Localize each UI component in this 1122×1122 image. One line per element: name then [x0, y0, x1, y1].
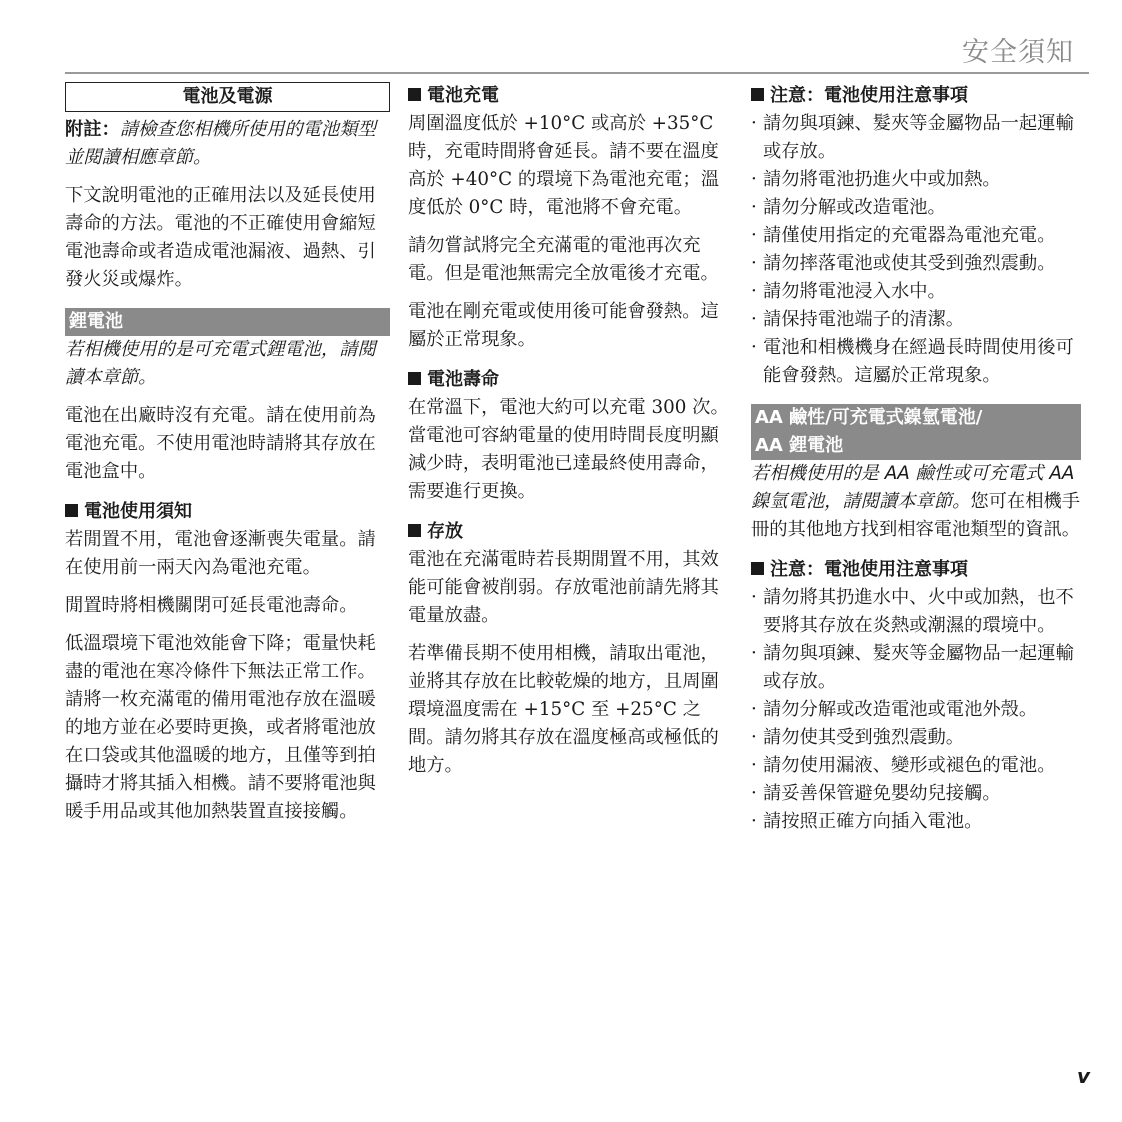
list-item: · 請按照正確方向插入電池。: [751, 811, 983, 832]
list-item: · 請勿分解或改造電池。: [751, 197, 946, 218]
list-item: · 請妥善保管避免嬰幼兒接觸。: [751, 783, 1001, 804]
list-item: · 請勿與項鍊、髮夾等金屬物品一起運輸或存放。: [751, 113, 1074, 162]
square-bullet-icon: [408, 372, 421, 385]
page-number: v: [1076, 1064, 1090, 1088]
list-item: · 請勿使其受到強烈震動。: [751, 727, 965, 748]
header-divider: [65, 72, 1089, 74]
caution-list-2: [751, 584, 1081, 836]
storage-paragraph-2: 若準備長期不使用相機，請取出電池，並將其存放在比較乾燥的地方，且周圍環境溫度需在 +15°C 至 +25°C 之間。請勿將其存放在溫度極高或極低的地方。: [408, 643, 719, 776]
section-title-battery-power: 電池及電源: [65, 82, 390, 112]
note-paragraph: [65, 116, 390, 172]
charging-heading-text: 電池充電: [427, 85, 499, 106]
list-item: · 請勿將電池扔進火中或加熱。: [751, 169, 1001, 190]
usage-heading: [65, 498, 390, 526]
aa-text: 您可在相機手冊的其他地方找到相容電池類型的資訊。: [751, 491, 1081, 540]
note-text: 請檢查您相機所使用的電池類型並閱讀相應章節。: [65, 119, 376, 168]
column-1: [65, 82, 390, 836]
list-item: · 請勿將電池浸入水中。: [751, 281, 946, 302]
usage-paragraph-3: 低溫環境下電池效能會下降；電量快耗盡的電池在寒冷條件下無法正常工作。請將一枚充滿電的備用電池存放在溫暖的地方並在必要時更換，或者將電池放在口袋或其他溫暖的地方，且僅等到拍攝時才將其插入相機。請不要將電池與暖手用品或其他加熱裝置直接接觸。: [65, 633, 376, 822]
list-item: · 請勿使用漏液、變形或褪色的電池。: [751, 755, 1056, 776]
charging-heading: [408, 82, 730, 110]
column-2: [408, 82, 730, 790]
list-item: · 請勿摔落電池或使其受到強烈震動。: [751, 253, 1056, 274]
aa-battery-bar: [751, 404, 1081, 460]
charging-paragraph-1: 周圍溫度低於 +10°C 或高於 +35°C 時，充電時間將會延長。請不要在溫度高於 +40°C 的環境下為電池充電；溫度低於 0°C 時，電池將不會充電。: [408, 113, 719, 218]
note-label: 附註：: [65, 119, 120, 140]
charging-paragraph-2: 請勿嘗試將完全充滿電的電池再次充電。但是電池無需完全放電後才充電。: [408, 235, 719, 284]
page-header-title: 安全須知: [962, 37, 1074, 68]
caution-heading-1: [751, 82, 1081, 110]
caution-heading-2-text: 注意：電池使用注意事項: [770, 559, 968, 580]
square-bullet-icon: [65, 504, 78, 517]
battery-life-heading-text: 電池壽命: [427, 369, 499, 390]
aa-bar-line-1: AA 鹼性/可充電式鎳氫電池/: [755, 407, 983, 428]
caution-heading-2: [751, 556, 1081, 584]
aa-bar-line-2: AA 鋰電池: [755, 435, 844, 456]
aa-note: 若相機使用的是 AA 鹼性或可充電式 AA 鎳氫電池，請閱讀本章節。: [751, 463, 1075, 512]
list-item: · 請勿分解或改造電池或電池外殼。: [751, 699, 1038, 720]
list-item: · 電池和相機機身在經過長時間使用後可能會發熱。這屬於正常現象。: [751, 337, 1074, 386]
storage-heading-text: 存放: [427, 521, 463, 542]
lithium-paragraph: 電池在出廠時沒有充電。請在使用前為電池充電。不使用電池時請將其存放在電池盒中。: [65, 405, 376, 482]
intro-paragraph: 下文說明電池的正確用法以及延長使用壽命的方法。電池的不正確使用會縮短電池壽命或者造成電池漏液、過熱、引發火災或爆炸。: [65, 185, 376, 290]
lithium-note: 若相機使用的是可充電式鋰電池，請閱讀本章節。: [65, 339, 376, 388]
battery-life-paragraph: 在常溫下，電池大約可以充電 300 次。當電池可容納電量的使用時間長度明顯減少時，表明電池已達最終使用壽命，需要進行更換。: [408, 397, 729, 502]
square-bullet-icon: [751, 88, 764, 101]
usage-heading-text: 電池使用須知: [84, 501, 192, 522]
square-bullet-icon: [408, 524, 421, 537]
usage-paragraph-2: 閒置時將相機關閉可延長電池壽命。: [65, 595, 358, 616]
usage-paragraph-1: 若閒置不用，電池會逐漸喪失電量。請在使用前一兩天內為電池充電。: [65, 529, 376, 578]
list-item: · 請勿與項鍊、髮夾等金屬物品一起運輸或存放。: [751, 643, 1074, 692]
storage-paragraph-1: 電池在充滿電時若長期閒置不用，其效能可能會被削弱。存放電池前請先將其電量放盡。: [408, 549, 719, 626]
list-item: · 請僅使用指定的充電器為電池充電。: [751, 225, 1056, 246]
lithium-battery-bar: 鋰電池: [65, 308, 390, 336]
aa-paragraph: [751, 460, 1081, 544]
caution-list-1: [751, 110, 1081, 390]
list-item: · 請勿將其扔進水中、火中或加熱，也不要將其存放在炎熱或潮濕的環境中。: [751, 587, 1074, 636]
square-bullet-icon: [408, 88, 421, 101]
square-bullet-icon: [751, 562, 764, 575]
caution-heading-1-text: 注意：電池使用注意事項: [770, 85, 968, 106]
storage-heading: [408, 518, 730, 546]
column-3: [751, 82, 1081, 844]
list-item: · 請保持電池端子的清潔。: [751, 309, 965, 330]
charging-paragraph-3: 電池在剛充電或使用後可能會發熱。這屬於正常現象。: [408, 301, 719, 350]
battery-life-heading: [408, 366, 730, 394]
